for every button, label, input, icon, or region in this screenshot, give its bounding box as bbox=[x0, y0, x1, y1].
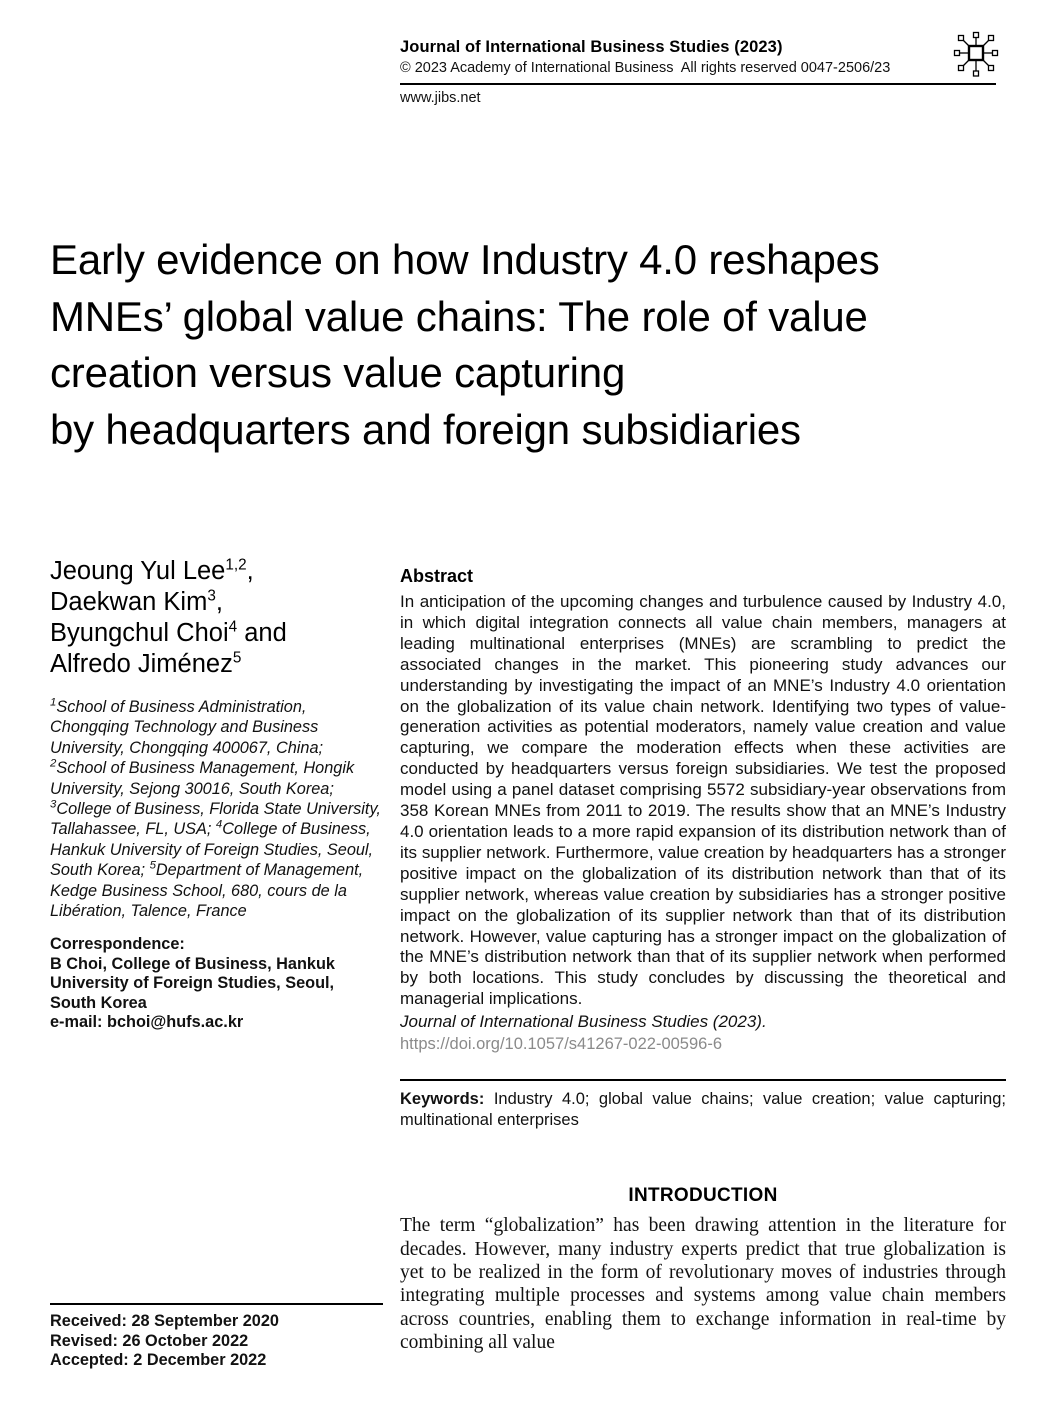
author-superscript: 1,2 bbox=[225, 556, 247, 574]
masthead-rule bbox=[400, 83, 996, 85]
author-line bbox=[50, 587, 382, 618]
affiliation-text: College of Business, Florida State University, Tallahassee, FL, USA; bbox=[50, 800, 381, 839]
website-link[interactable]: www.jibs.net bbox=[400, 90, 481, 106]
keywords-text: Industry 4.0; global value chains; value creation; value capturing; multinational enterprises bbox=[400, 1090, 1006, 1130]
affiliation-superscript: 3 bbox=[50, 798, 57, 811]
journal-title: Journal of International Business Studies (2023) bbox=[400, 38, 783, 56]
jibs-logo-icon bbox=[950, 31, 1002, 79]
affiliation-superscript: 4 bbox=[215, 819, 223, 832]
keywords-rule bbox=[400, 1079, 1006, 1081]
title-line-4: by headquarters and foreign subsidiaries bbox=[50, 405, 801, 453]
correspondence-email[interactable]: e-mail: bchoi@hufs.ac.kr bbox=[50, 1013, 244, 1032]
doi-link[interactable]: https://doi.org/10.1057/s41267-022-00596-6 bbox=[400, 1035, 722, 1054]
introduction-paragraph: The term “globalization” has been drawing attention in the literature for decades. However, many industry experts predict that true globalization is yet to be realized in the form of revolutionary moves of industries through integrating multiple processes and systems among value chain members across countries, enabling them to exchange information in real-time by combining all value bbox=[400, 1215, 1006, 1354]
abstract-citation: Journal of International Business Studies (2023). bbox=[400, 1012, 767, 1032]
authors-block bbox=[50, 556, 382, 680]
introduction-section bbox=[400, 1185, 1006, 1354]
left-column bbox=[50, 556, 382, 1033]
author-line bbox=[50, 556, 382, 587]
author-line bbox=[50, 618, 382, 649]
abstract-body: In anticipation of the upcoming changes and turbulence caused by Industry 4.0, in which digital integration connects all value chain members, managers at leading multinational enterprises (MNEs) are scrambling to predict the associated changes in the market. This pioneering study advances our understanding by investigating the impact of an MNE’s Industry 4.0 orientation on the globalization of its value chain network. Identifying two types of value-generation activities as potential moderators, namely value creation and value capturing, we compare the moderation effects when these activities are conducted by headquarters versus foreign subsidiaries. We test the proposed model using a panel dataset comprising 5572 subsidiary-year observations from 358 Korean MNEs from 2011 to 2019. The results show that an MNE’s Industry 4.0 orientation leads to a more rapid expansion of its distribution network than of its supplier network. Furthermore, value creation by headquarters has a stronger positive impact on the globalization of its distribution network than that of its supplier network, whereas value creation by subsidiaries has a stronger positive impact on the globalization of its supplier network than that of its distribution network. However, value capturing has a stronger impact on the globalization of the MNE’s distribution network than that of its supplier network when performed by both locations. This study concludes by discussing the theoretical and managerial implications. bbox=[400, 592, 1006, 1009]
keywords-block bbox=[400, 1089, 1006, 1131]
affiliation-text: School of Business Administration, Chongqing Technology and Business University, Chongqing 400067, China; bbox=[50, 698, 324, 757]
author-name: Alfredo Jiménez bbox=[50, 650, 233, 678]
affiliations-paragraph bbox=[50, 697, 382, 921]
author-name: Daekwan Kim bbox=[50, 588, 208, 616]
affiliation-text: Department of Management, Kedge Business School, 680, cours de la Libération, Talence, France bbox=[50, 861, 364, 921]
author-name: Byungchul Choi bbox=[50, 619, 229, 647]
author-separator: , bbox=[246, 557, 254, 585]
keywords-label: Keywords: bbox=[400, 1090, 485, 1109]
title-line-1: Early evidence on how Industry 4.0 reshapes bbox=[50, 236, 880, 283]
correspondence-address: B Choi, College of Business, Hankuk University of Foreign Studies, Seoul, South Korea bbox=[50, 954, 335, 1012]
author-line bbox=[50, 649, 382, 680]
author-superscript: 4 bbox=[228, 618, 238, 636]
affiliation-superscript: 5 bbox=[149, 859, 156, 872]
title-line-3: creation versus value capturing bbox=[50, 349, 626, 396]
author-superscript: 5 bbox=[232, 649, 242, 667]
copyright-line: © 2023 Academy of International Business All rights reserved 0047-2506/23 bbox=[400, 60, 891, 76]
author-separator: and bbox=[237, 619, 287, 647]
received-date: Received: 28 September 2020 bbox=[50, 1312, 279, 1330]
author-separator: , bbox=[215, 588, 223, 616]
affiliation-text: School of Business Management, Hongik University, Sejong 30016, South Korea; bbox=[50, 759, 355, 798]
journal-masthead bbox=[400, 38, 1002, 106]
correspondence-label: Correspondence: bbox=[50, 935, 185, 954]
abstract-heading: Abstract bbox=[400, 566, 474, 586]
article-title bbox=[50, 232, 1006, 458]
affiliation-text: College of Business, Hankuk University of Foreign Studies, Seoul, South Korea; bbox=[50, 820, 374, 880]
introduction-heading: INTRODUCTION bbox=[628, 1185, 778, 1207]
title-line-2: MNEs’ global value chains: The role of value bbox=[50, 292, 868, 340]
correspondence-block bbox=[50, 935, 382, 1032]
author-name: Jeoung Yul Lee bbox=[50, 557, 226, 585]
affiliation-superscript: 1 bbox=[50, 696, 57, 709]
author-superscript: 3 bbox=[207, 587, 216, 605]
abstract-section bbox=[400, 566, 1006, 1054]
revised-date: Revised: 26 October 2022 bbox=[50, 1331, 249, 1350]
accepted-date: Accepted: 2 December 2022 bbox=[50, 1351, 267, 1369]
dates-block bbox=[50, 1303, 383, 1371]
right-column bbox=[400, 566, 1006, 1355]
affiliation-superscript: 2 bbox=[50, 757, 57, 770]
